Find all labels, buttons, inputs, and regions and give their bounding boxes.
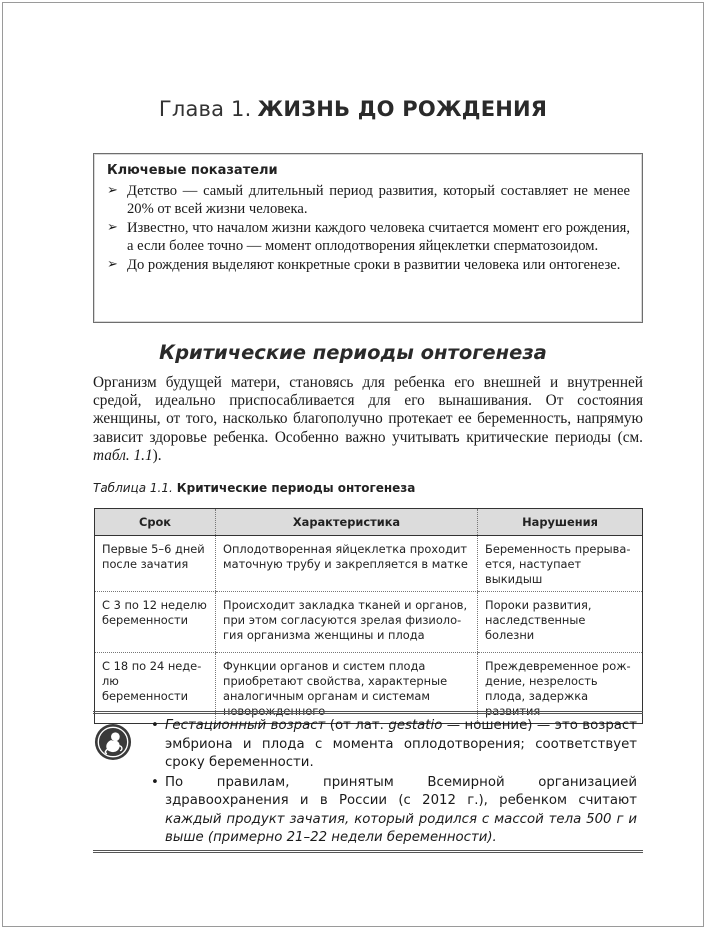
paragraph-main: Организм будущей матери, становясь для ребенка его внешней и внутренней средой, идеально приспосабливается для его вынашивания. От состояния женщины, от того, насколько благополучно протекает ее беременность, напрямую зависит здоровье ребенка. Особенно важно учитывать критические периоды (см. [93,374,643,446]
cell-characteristic: Оплодотворенная яйцеклетка проходит маточную трубу и закрепляется в матке [216,536,478,592]
table-header-row [95,509,643,536]
section-title: Критические периоды онтогенеза [159,341,547,364]
header-disorders: Нарушения [478,509,643,536]
body-paragraph [93,374,643,465]
arrow-bullet-icon: ➢ [107,220,118,235]
table-caption-title: Критические периоды онтогенеза [176,481,416,495]
note-item [151,717,637,773]
chapter-heading [3,97,703,121]
cell-characteristic: Происходит закладка тканей и органов, при этом согласуются зрелая физиология организма женщины и плода [216,592,478,653]
key-point-item [107,182,630,218]
book-page [2,2,704,927]
header-term: Срок [95,509,216,536]
note-text-part: — ношение) — это возраст эмбриона и плода с момента оплодотворения; соответствует сроку беременности. [165,718,637,770]
cell-disorders: Преждевременное рождение, незрелость плода, задержка развития [478,653,643,724]
note-text-part: (от лат. [325,718,389,733]
note-top-divider [93,711,643,714]
cell-disorders: Беременность прерывается, наступает выкидыш [478,536,643,592]
note-text-part: каждый продукт зачатия, который родился с массой тела 500 г и выше (примерно 21–22 недели беременности). [165,811,637,845]
key-points-box [93,153,643,323]
header-characteristic: Характеристика [216,509,478,536]
note-text-part: Гестационный возраст [165,718,326,733]
cell-characteristic: Функции органов и систем плода приобретают свойства, характерные аналогичным органам и системам новорожденного [216,653,478,724]
key-point-text: Известно, что началом жизни каждого человека считается момент его рождения, а если более точно — момент оплодотворения яйцеклетки сперматозоидом. [127,220,630,254]
note-list [151,717,637,849]
chapter-title: ЖИЗНЬ ДО РОЖДЕНИЯ [257,97,548,121]
note-bottom-divider [93,850,643,853]
cell-term: С 18 по 24 неделю беременности [95,653,216,724]
arrow-bullet-icon: ➢ [107,183,118,198]
paragraph-end: ). [152,446,162,464]
table-caption [93,481,415,495]
key-point-text: Детство — самый длительный период развития, который составляет не менее 20% от всей жизни человека. [127,183,630,217]
key-points-title: Ключевые показатели [107,163,278,178]
table-caption-label: Таблица 1.1. [93,481,173,495]
arrow-bullet-icon: ➢ [107,257,118,272]
table-row [95,592,643,653]
key-point-item [107,256,630,274]
critical-periods-table [94,508,643,724]
cell-term: Первые 5–6 дней после зачатия [95,536,216,592]
note-text-part: gestatio [388,718,443,733]
table-row [95,536,643,592]
table-reference: табл. 1.1 [93,446,153,464]
chapter-label: Глава 1. [158,97,252,121]
note-item [151,774,637,848]
note-text-part: По правилам, принятым Всемирной организацией здравоохранения и в России (с 2012 г.), ребенком считают [165,774,637,808]
cell-term: С 3 по 12 неделю беременности [95,592,216,653]
fetus-icon [94,723,132,761]
key-points-list [107,182,630,274]
cell-disorders: Пороки развития, наследственные болезни [478,592,643,653]
key-point-text: До рождения выделяют конкретные сроки в развитии человека или онтогенезе. [127,257,621,273]
key-point-item [107,219,630,255]
